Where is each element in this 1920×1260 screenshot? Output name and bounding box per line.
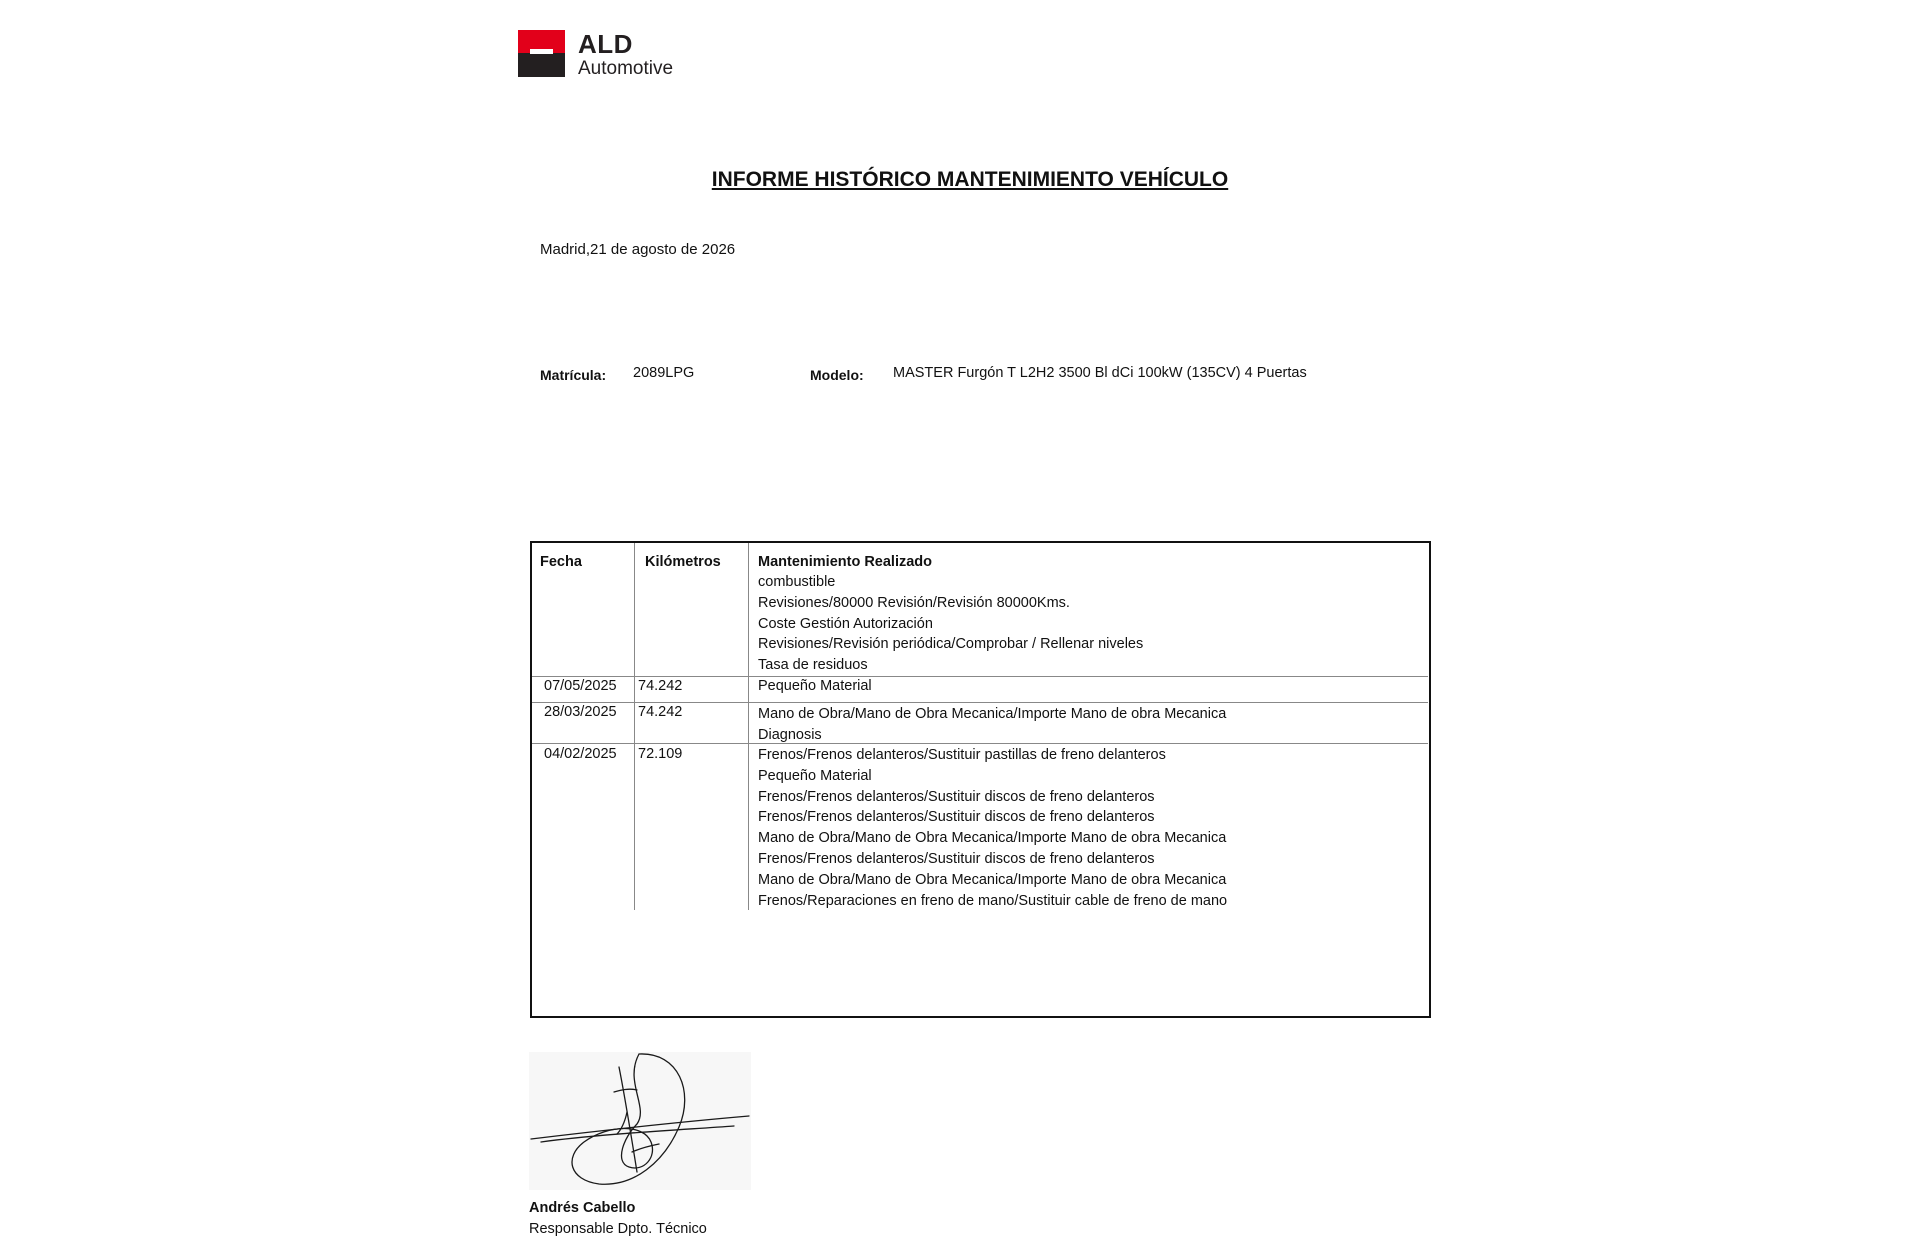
modelo-label: Modelo: <box>810 367 864 383</box>
maintenance-table <box>530 541 1431 1018</box>
list-item: Mano de Obra/Mano de Obra Mecanica/Importe Mano de obra Mecanica <box>758 706 1227 722</box>
header-items <box>758 572 1143 676</box>
row-km: 72.109 <box>638 746 683 762</box>
matricula-label: Matrícula: <box>540 367 607 383</box>
list-item: Frenos/Frenos delanteros/Sustituir discos de freno delanteros <box>758 788 1155 805</box>
list-item: Mano de Obra/Mano de Obra Mecanica/Importe Mano de obra Mecanica <box>758 830 1227 847</box>
list-item: Pequeño Material <box>758 678 872 694</box>
row-km: 74.242 <box>638 678 683 694</box>
matricula-value: 2089LPG <box>633 365 695 381</box>
list-item: Frenos/Reparaciones en freno de mano/Sustituir cable de freno de mano <box>758 892 1228 909</box>
column-divider <box>748 543 749 910</box>
header-mantenimiento: Mantenimiento Realizado <box>758 554 933 570</box>
row-fecha: 28/03/2025 <box>544 704 617 720</box>
list-item: Frenos/Frenos delanteros/Sustituir discos de freno delanteros <box>758 809 1155 826</box>
list-item: Pequeño Material <box>758 767 872 784</box>
report-title: INFORME HISTÓRICO MANTENIMIENTO VEHÍCULO <box>711 168 1229 191</box>
list-item: Mano de Obra/Mano de Obra Mecanica/Importe Mano de obra Mecanica <box>758 871 1227 888</box>
logo-text-ald: ALD <box>578 29 633 59</box>
logo-text-automotive: Automotive <box>578 58 674 79</box>
list-item: Frenos/Frenos delanteros/Sustituir pastillas de freno delanteros <box>758 747 1166 763</box>
row-km: 74.242 <box>638 704 683 720</box>
row-items <box>758 745 1227 911</box>
modelo-value: MASTER Furgón T L2H2 3500 Bl dCi 100kW (135CV) 4 Puertas <box>893 365 1307 381</box>
row-items <box>758 704 1226 746</box>
logo-mark-icon <box>518 30 565 77</box>
signatory-role: Responsable Dpto. Técnico <box>529 1221 707 1237</box>
header-kilometros: Kilómetros <box>645 554 721 570</box>
ald-automotive-logo <box>518 30 694 80</box>
row-fecha: 07/05/2025 <box>544 678 617 694</box>
column-divider <box>634 543 635 910</box>
list-item: Revisiones/Revisión periódica/Comprobar / Rellenar niveles <box>758 636 1144 653</box>
signatory-name: Andrés Cabello <box>529 1200 636 1216</box>
place-date: Madrid,21 de agosto de 2026 <box>540 241 736 258</box>
list-item: Tasa de residuos <box>758 657 868 674</box>
list-item: Revisiones/80000 Revisión/Revisión 80000Kms. <box>758 594 1070 611</box>
row-fecha: 04/02/2025 <box>544 746 617 762</box>
list-item: Frenos/Frenos delanteros/Sustituir discos de freno delanteros <box>758 850 1155 867</box>
signature-image <box>529 1052 751 1190</box>
row-items <box>758 676 872 697</box>
list-item: Diagnosis <box>758 726 822 743</box>
signature-scribble-icon <box>529 1052 751 1190</box>
header-fecha: Fecha <box>540 554 582 570</box>
list-item: Coste Gestión Autorización <box>758 615 933 632</box>
list-item: combustible <box>758 574 836 590</box>
